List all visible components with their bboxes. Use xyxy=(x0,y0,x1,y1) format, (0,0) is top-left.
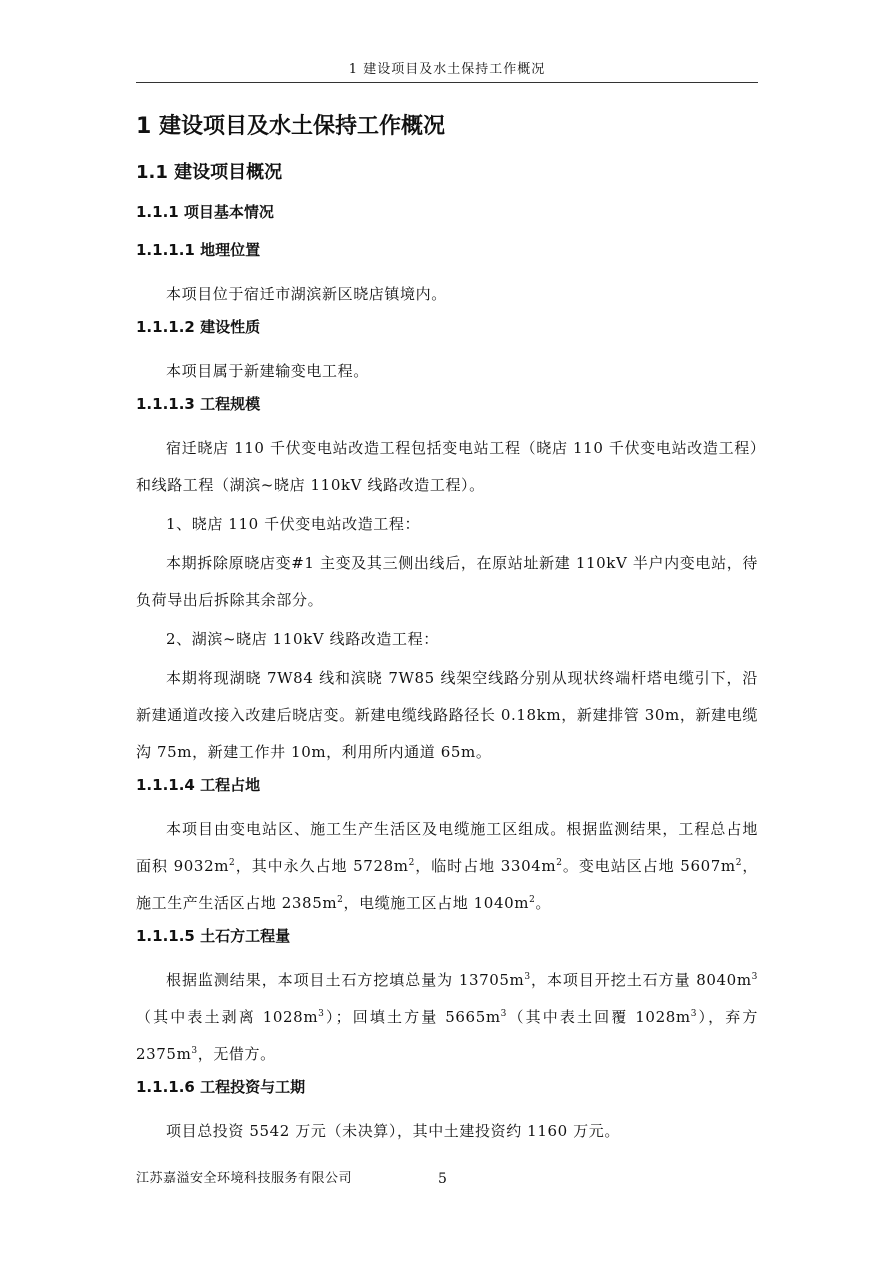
heading-land-occupation: 1.1.1.4 工程占地 xyxy=(136,776,261,794)
heading-nature: 1.1.1.2 建设性质 xyxy=(136,318,261,336)
paragraph-scale-overview: 宿迁晓店 110 千伏变电站改造工程包括变电站工程（晓店 110 千伏变电站改造工程）和线路工程（湖滨~晓店 110kV 线路改造工程）。 xyxy=(136,439,758,494)
subsection-title: 1.1.1 项目基本情况 xyxy=(136,203,274,221)
paragraph-scale-item-1: 1、晓店 110 千伏变电站改造工程： xyxy=(166,515,421,533)
paragraph-nature: 本项目属于新建输变电工程。 xyxy=(166,362,369,380)
header-rule xyxy=(136,82,758,83)
paragraph-earthwork: 根据监测结果，本项目土石方挖填总量为 $13705m^3$，本项目开挖土石方量 $8040m^3$（其中表土剥离 $1028m^3$）；回填土方量 $5665m^3$（其中表土回覆 $1028m^3$），弃方 $2375m^3$，无借方。 xyxy=(136,971,759,1063)
paragraph-scale-item-2-detail: 本期将现湖晓 7W84 线和滨晓 7W85 线架空线路分别从现状终端杆塔电缆引下，沿新建通道改接入改建后晓店变。新建电缆线路路径长 0.18km，新建排管 30m，新建电缆沟 75m，新建工作井 10m，利用所内通道 65m。 xyxy=(136,669,758,761)
running-header: 1 建设项目及水土保持工作概况 xyxy=(348,62,546,77)
chapter-title: 1 建设项目及水土保持工作概况 xyxy=(136,114,445,139)
heading-earthwork: 1.1.1.5 土石方工程量 xyxy=(136,927,291,945)
heading-location: 1.1.1.1 地理位置 xyxy=(136,241,261,259)
footer-company: 江苏嘉溢安全环境科技服务有限公司 xyxy=(136,1171,353,1186)
paragraph-land-occupation: 本项目由变电站区、施工生产生活区及电缆施工区组成。根据监测结果，工程总占地面积 $9032m^2$，其中永久占地 $5728m^2$，临时占地 $3304m^2$。变电站区占地 $5607m^2$，施工生产生活区占地 $2385m^2$，电缆施工区占地 $1040m^2$。 xyxy=(136,820,759,912)
paragraph-investment: 项目总投资 5542 万元（未决算），其中土建投资约 1160 万元。 xyxy=(166,1122,620,1140)
page-number: 5 xyxy=(438,1171,447,1187)
section-title: 1.1 建设项目概况 xyxy=(136,162,283,183)
document-body xyxy=(136,112,758,1152)
paragraph-location: 本项目位于宿迁市湖滨新区晓店镇境内。 xyxy=(166,285,447,303)
paragraph-scale-item-2: 2、湖滨~晓店 110kV 线路改造工程： xyxy=(166,630,439,648)
paragraph-scale-item-1-detail: 本期拆除原晓店变#1 主变及其三侧出线后，在原站址新建 110kV 半户内变电站，待负荷导出后拆除其余部分。 xyxy=(136,554,758,609)
heading-investment: 1.1.1.6 工程投资与工期 xyxy=(136,1078,306,1096)
heading-scale: 1.1.1.3 工程规模 xyxy=(136,395,261,413)
